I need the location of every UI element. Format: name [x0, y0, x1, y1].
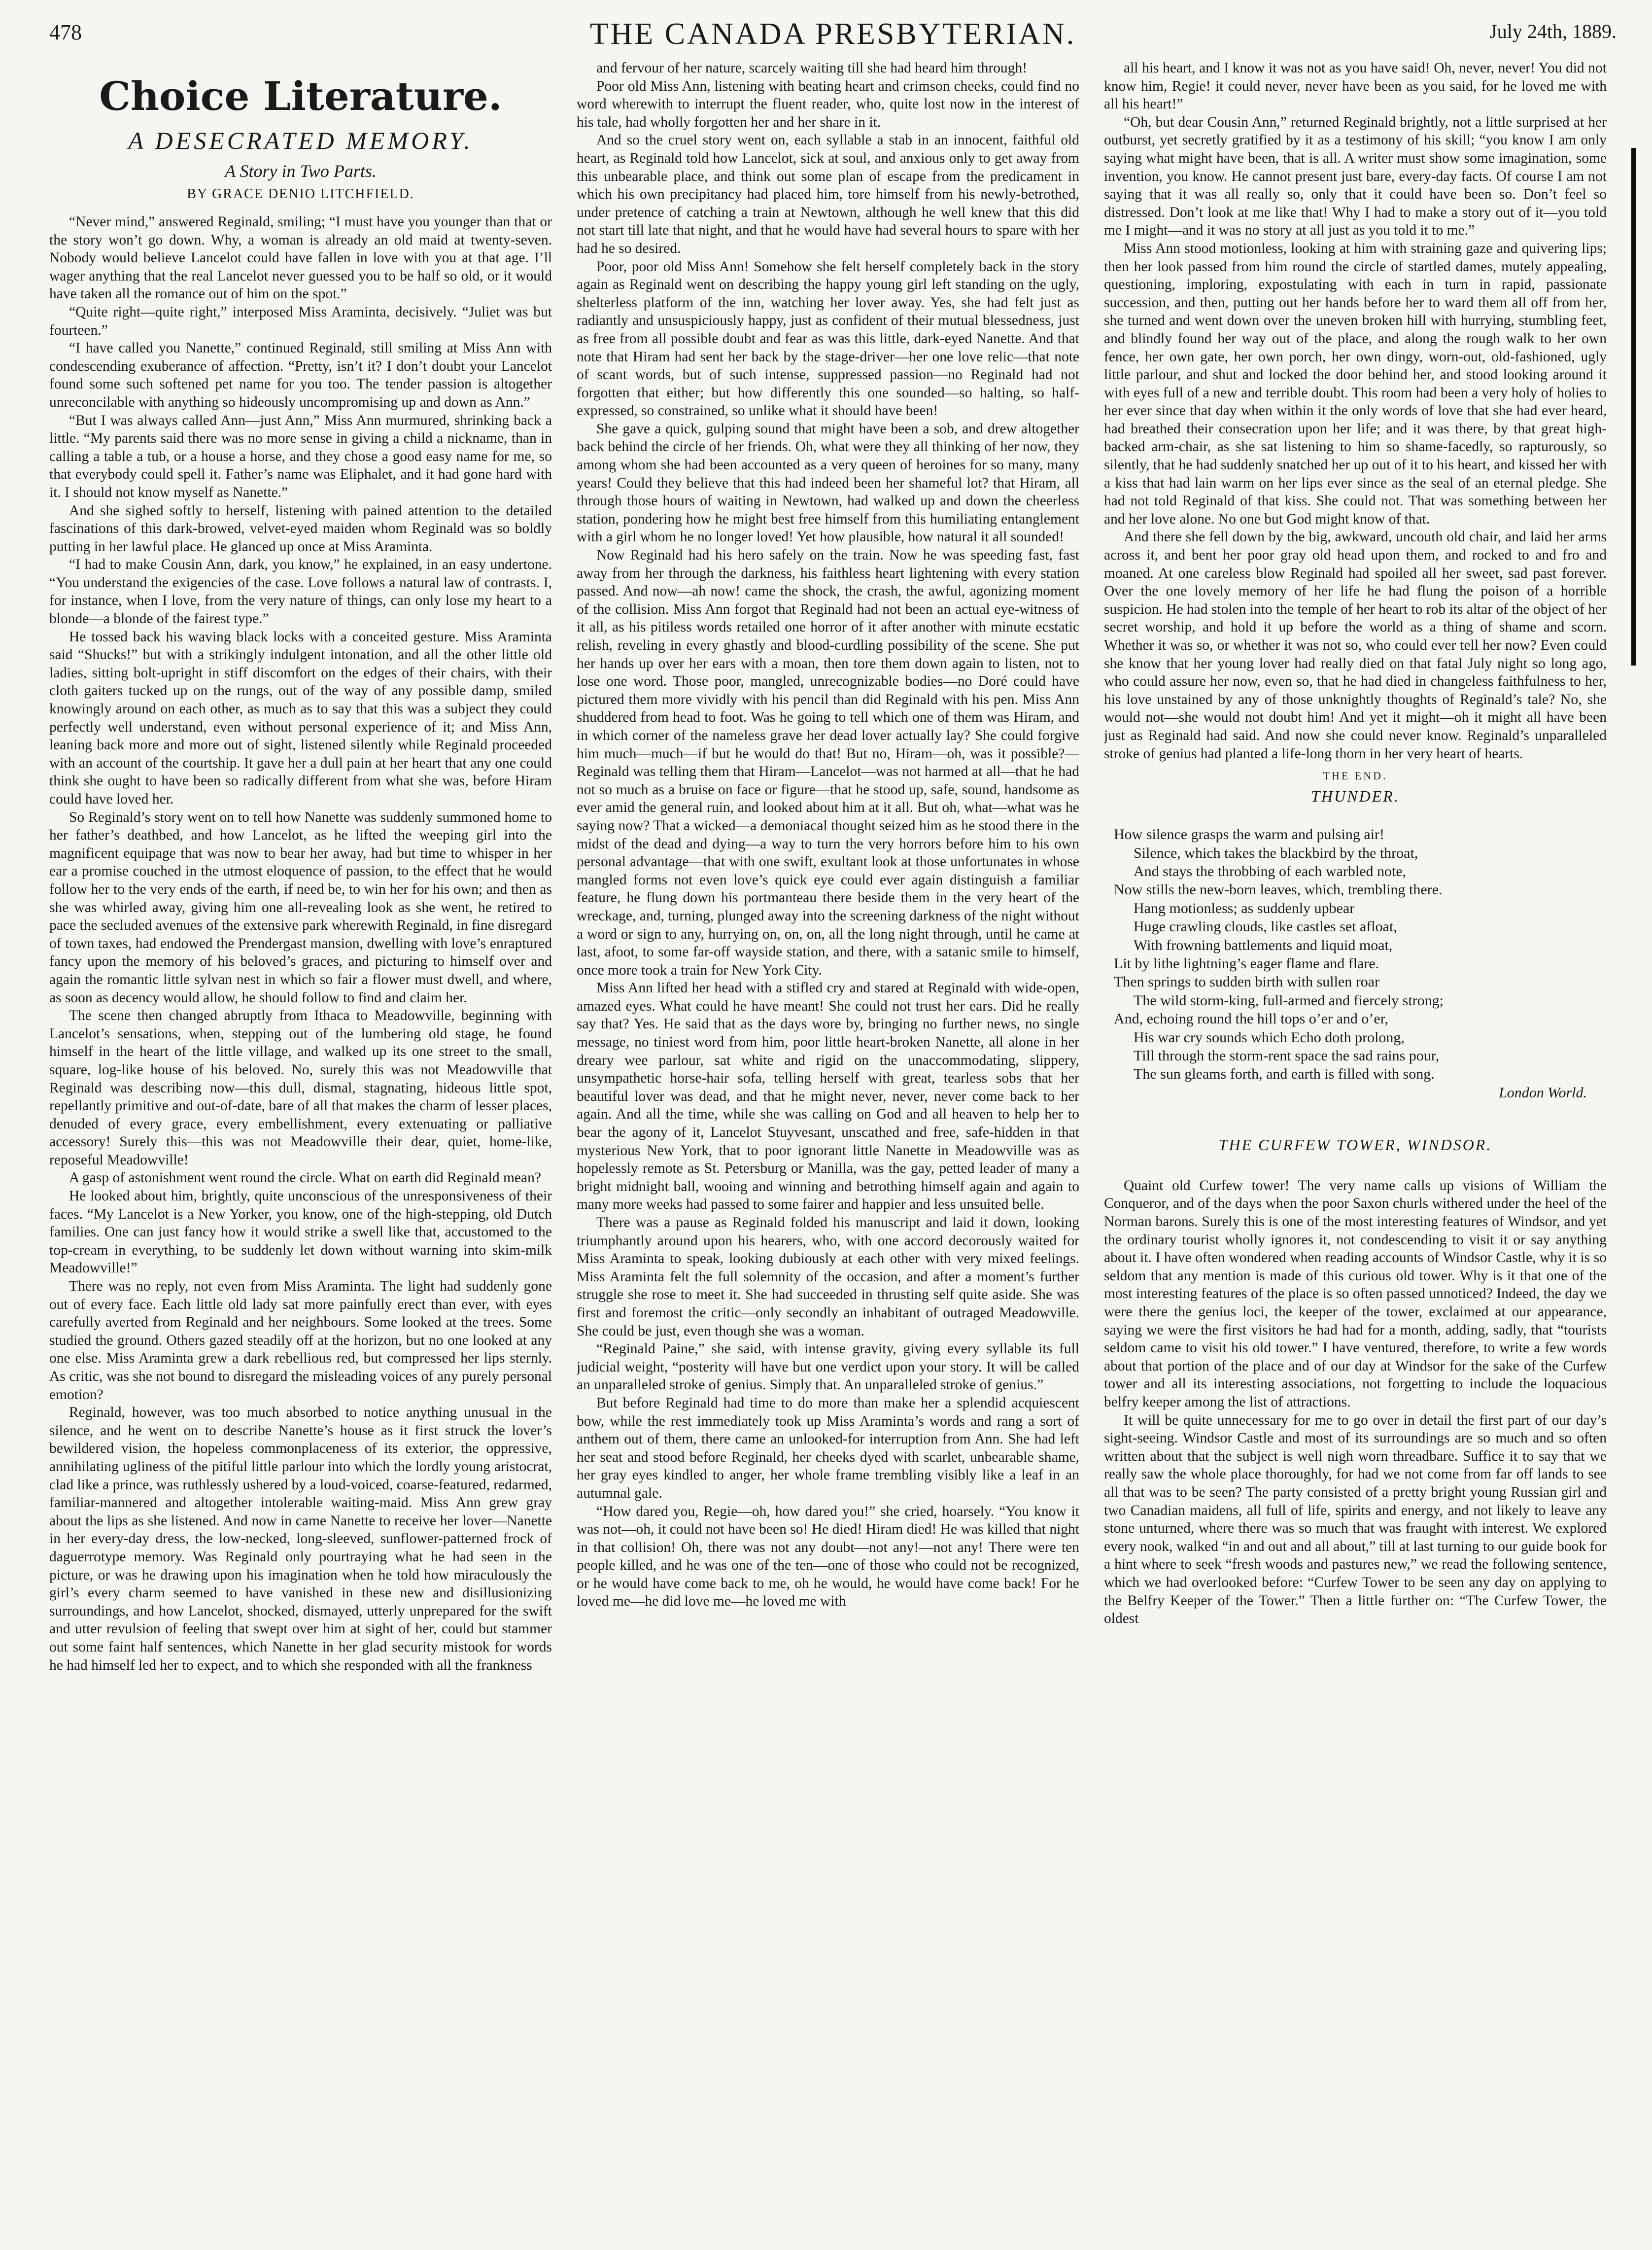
paragraph: “I had to make Cousin Ann, dark, you know,” he explained, in an easy undertone. “You understand the exigencies of the case. Love follows a natural law of contrasts. I, for instance, when I love, from the very nature of things, can only lose my heart to a blonde—a blonde of the fairest type.” [49, 557, 552, 627]
page-header [49, 17, 1617, 64]
paragraph: Quaint old Curfew tower! The very name calls up visions of William the Conqueror, and of the days when the poor Saxon churls withered under the heel of the Norman barons. Surely this is one of the most interesting features of Windsor, and yet the ordinary tourist wholly ignores it, not condescending to visit it or say anything about it. I have often wondered when reading accounts of Windsor Castle, why it is so seldom that any mention is made of this curious old tower. Why is it that one of the most interesting features of the place is so often passed unnoticed? Indeed, the day we were there the genius loci, the keeper of the tower, exclaimed at our appearance, saying we were the first visitors he had had for a month, adding, sadly, that “tourists seldom came to visit his old tower.” I have ventured, therefore, to write a few words about that portion of the place and of our day at Windsor for the sake of the Curfew tower and all its interesting associations, not forgetting to include the loquacious belfry keeper among the list of attractions. [1104, 1177, 1607, 1410]
end-mark: THE END. [1323, 770, 1388, 782]
paragraph: Poor, poor old Miss Ann! Somehow she felt herself completely back in the story again as Reginald went on describing the happy young girl left standing on the ugly, shelterless platform of the inn, watching her lover away. Yes, she had felt just as radiantly and unsuspiciously happy, just as confident of their mutual blessedness, just as free from all possible doubt and fear as was this little, dark-eyed Nanette. And that note that Hiram had sent her back by the stage-driver—her one love relic—that note of scant words, but of such intense, suppressed passion—no Reginald had not forgotten that either; but how differently this one sounded—so halting, so half-expressed, so constrained, so unlike what it should have been! [577, 258, 1079, 419]
paragraph: Reginald, however, was too much absorbed to notice anything unusual in the silence, and he went on to describe Nanette’s house as it first struck the lover’s bewildered vision, the hopeless commonplaceness of its exterior, the oppressive, annihilating ugliness of the pitiful little parlour into which the lordly young aristocrat, clad like a prince, was ruthlessly ushered by a loud-voiced, coarse-featured, redarmed, familiar-mannered and altogether intolerable waiting-maid. Miss Ann grew gray about the lips as she listened. And now in came Nanette to receive her lover—Nanette in her every-day dress, the low-necked, long-sleeved, sunflower-patterned frock of daguerrotype memory. Was Reginald only pourtraying what he had seen in the picture, or was he drawing upon his imagination when he told how miraculously the girl’s every charm seemed to have vanished in these new and disillusionizing surroundings, and how Lancelot, shocked, dismayed, utterly unprepared for the swift and utter revulsion of feeling that swept over him at sight of her, could but stammer out some faint half sentences, which Nanette in her glad security mistook for words he had himself led her to expect, and to which she responded with all the frankness [49, 1405, 552, 1673]
story-subtitle: A Story in Two Parts. [225, 161, 377, 181]
column-3-paragraphs [1104, 59, 1607, 763]
column-1-paragraphs [49, 213, 552, 1674]
poem-line: The wild storm-king, full-armed and fiercely strong; [1134, 992, 1444, 1009]
poem-line: And, echoing round the hill tops o’er and o’er, [1114, 1011, 1388, 1027]
paragraph: A gasp of astonishment went round the circle. What on earth did Reginald mean? [69, 1170, 541, 1186]
poem-line: Huge crawling clouds, like castles set afloat, [1134, 918, 1397, 935]
paragraph: Miss Ann lifted her head with a stifled cry and stared at Reginald with wide-open, amazed eyes. What could he have meant! She could not trust her ears. Did he really say that? Yes. He said that as the days wore by, bringing no further news, no single message, no tiniest word from him, poor little heart-broken Nanette, all alone in her dreary wee parlour, sat white and rigid on the unaccommodating, slippery, unsympathetic horse-hair sofa, telling herself with great, tearless sobs that her beautiful lover was dead, and that he might never, never, never come back to her again. And all the time, while she was calling on God and all heaven to help her to bear the agony of it, Lancelot Stuyvesant, unscathed and free, safe-hidden in that mysterious New York, that to poor ignorant little Nanette in Meadowville was as hopelessly remote as St. Petersburg or Manilla, was the gay, petted leader of many a bright midnight ball, wooing and winning and betrothing himself again and again to many more weeks had passed to some fairer and happier and less unsuited belle. [577, 980, 1079, 1213]
poem-line: Now stills the new-born leaves, which, trembling there. [1114, 881, 1443, 898]
column-3 [1104, 59, 1607, 2218]
issue-date: July 24th, 1889. [1489, 20, 1617, 42]
paragraph: Poor old Miss Ann, listening with beating heart and crimson cheeks, could find no word wherewith to interrupt the fluent reader, who, quite lost now in the interest of his tale, had wholly forgotten her and her share in it. [577, 78, 1079, 130]
poem-line: Till through the storm-rent space the sad rains pour, [1134, 1048, 1440, 1064]
paragraph: “How dared you, Regie—oh, how dared you!” she cried, hoarsely. “You know it was not—oh, it could not have been so! He died! Hiram died! He was killed that night in that collision! Oh, there was not any doubt—not any!—not any! There were ten people killed, and he was one of the ten—one of those who could not be recognized, or he would have come back to me, oh he would, he would have come back! For he loved me—he did love me—he loved me with [577, 1503, 1079, 1610]
paragraph: “I have called you Nanette,” continued Reginald, still smiling at Miss Ann with condescending exuberance of affection. “Pretty, isn’t it? I don’t doubt your Lancelot found some such softened pet name for you too. The tender passion is altogether unreconcilable with anything so hideously uncompromising up and down as Ann.” [49, 340, 552, 410]
paragraph: “Reginald Paine,” she said, with intense gravity, giving every syllable its full judicial weight, “posterity will have but one verdict upon your story. It will be called an unparalleled stroke of genius. Simply that. An unparalleled stroke of genius.” [577, 1341, 1079, 1393]
poem-line: His war cry sounds which Echo doth prolong, [1134, 1029, 1405, 1046]
byline: BY GRACE DENIO LITCHFIELD. [187, 186, 414, 202]
paragraph: Now Reginald had his hero safely on the train. Now he was speeding fast, fast away from her through the darkness, his faithless heart lightening with every station passed. And now—ah now! came the shock, the crash, the awful, agonizing moment of the collision. Miss Ann forgot that Reginald had not been an actual eye-witness of it all, as his pitiless words retailed one horror of it after another with minute ecstatic relish, reveling in every ghastly and blood-curdling possibility of the scene. She put her hands up over her ears with a moan, then tore them down again to listen, not to lose one word. Those poor, mangled, unrecognizable bodies—no Doré could have pictured them more vividly with his pencil than did Reginald with his pen. Miss Ann shuddered from head to foot. Was he going to tell which one of them was Hiram, and in which corner of the nameless grave her dead lover actually lay? She could forgive him much—much—if but he would do that! But no, Hiram—oh, was it possible?—Reginald was telling them that Hiram—Lancelot—was not harmed at all—that he had not so much as a bruise on face or figure—that he stood up, safe, sound, handsome as ever amid the general ruin, and looked about him at it all. But oh, what—what was he saying now? That a wicked—a demoniacal thought seized him as he stood there in the midst of the dead and dying—a way to turn the very horrors before him to his own personal advantage—that with one swift, exultant look at those unfortunates in whose mangled forms not even love’s quick eye could ever again distinguish a familiar feature, he flung down his portmanteau there beside them in the very heart of the wreckage, and, turning, plunged away into the screening darkness of the night without a word or sign to any, hurrying on, on, on, all the long night through, until he came at last, afoot, to some far-off wayside station, and there, with a satanic smile to himself, once more took a train for New York City. [577, 547, 1079, 978]
poem-credit: London World. [1499, 1084, 1587, 1101]
paragraph: “But I was always called Ann—just Ann,” Miss Ann murmured, shrinking back a little. “My parents said there was no more sense in giving a child a nickname, than in calling a table a tub, or a house a horse, and they chose a good easy name for me, so that everybody could spell it. Father’s name was Eliphalet, and it had gone hard with it. I should not know myself as Nanette.” [49, 412, 552, 500]
paragraph: Miss Ann stood motionless, looking at him with straining gaze and quivering lips; then her look passed from him round the circle of startled dames, mutely appealing, questioning, imploring, expostulating with each in turn in rapid, passionate succession, and then, putting out her hands before her to ward them all off from her, she turned and went down over the uneven broken hill with hurrying, stumbling feet, and blindly found her way out of the place, and along the rough walk to her own fence, her own gate, her own porch, her own dingy, worn-out, old-fashioned, ugly little parlour, and shut and locked the door behind her, and stood looking around it with eyes full of a new and terrible doubt. This room had been a very holy of holies to her ever since that day when within it the only words of love that she had ever heard, had breathed their consecration upon her life; and it was there, by that great high-backed arm-chair, as she sat listening to him so shame-facedly, so rapturously, so silently, that he had suddenly snatched her up out of it to his heart, and kissed her with a kiss that had lain warm on her lips ever since as the seal of an eternal pledge. She had not told Reginald of that kiss. She could not. That was something between her and her love alone. No one but God might know of that. [1104, 240, 1607, 527]
poem-line: Lit by lithe lightning’s eager flame and flare. [1114, 955, 1379, 972]
section-title: Choice Literature. [99, 73, 502, 119]
poem-line: How silence grasps the warm and pulsing air! [1114, 826, 1385, 843]
paragraph: She gave a quick, gulping sound that might have been a sob, and drew altogether back behind the circle of her friends. Oh, what were they all thinking of her now, they among whom she had been accounted as a very queen of heroines for so many, many years! Could they believe that this had indeed been her shameful lot? that Hiram, all through those hours of waiting in Newtown, had walked up and down the cheerless station, pondering how he might best free himself from this humiliating entanglement with a girl whom he no longer loved! Yet how plausible, how natural it all sounded! [577, 421, 1079, 545]
poem-line: Silence, which takes the blackbird by the throat, [1134, 844, 1418, 861]
poem-title: THUNDER. [1311, 787, 1400, 806]
paragraph: He tossed back his waving black locks with a conceited gesture. Miss Araminta said “Shucks!” but with a strikingly indulgent intonation, and all the other little old ladies, sitting bolt-upright in stiff discomfort on the edges of their chairs, with their cloth gaiters tucked up on the rungs, out of the way of any possible damp, smiled knowingly around on each other, as much as to say that this was a subject they could perfectly well understand, even without personal experience of it; and Miss Ann, leaning back more and more out of sight, listened silently while Reginald proceeded with an account of the courtship. It gave her a dull pain at her heart that any one could think she ought to have been so radically different from what she was, before Hiram could have loved her. [49, 629, 552, 807]
paragraph: The scene then changed abruptly from Ithaca to Meadowville, beginning with Lancelot’s sensations, when, stepping out of the lumbering old stage, he found himself in the heart of the little village, and walked up its one street to the small, square, log-like house of his beloved. No, surely this was not Meadowville that Reginald was describing now—this dull, dismal, stagnating, hideous little spot, repellantly primitive and out-of-date, bare of all that makes the charm of lesser places, denuded of every grace, every embellishment, every extenuating or palliative accessory! Surely this—this was not Meadowville their dear, quiet, home-like, reposeful Meadowville! [49, 1008, 552, 1168]
poem-line: The sun gleams forth, and earth is filled with song. [1134, 1066, 1435, 1083]
paragraph: He looked about him, brightly, quite unconscious of the unresponsiveness of their faces. “My Lancelot is a New Yorker, you know, one of the high-stepping, old Dutch families. One can just fancy how it would strike a swell like that, accustomed to the top-cream in everything, to be suddenly let down without warning into skim-milk Meadowville!” [49, 1188, 552, 1276]
poem-line: And stays the throbbing of each warbled note, [1134, 863, 1407, 879]
paragraph: “Quite right—quite right,” interposed Miss Araminta, decisively. “Juliet was but fourteen.” [49, 304, 552, 338]
page-number: 478 [49, 20, 82, 44]
newspaper-title: THE CANADA PRESBYTERIAN. [589, 17, 1076, 51]
paragraph: There was no reply, not even from Miss Araminta. The light had suddenly gone out of every face. Each little old lady sat more painfully erect than ever, with eyes carefully averted from Reginald and her neighbours. Some looked at the trees. Some studied the ground. Others gazed steadily off at the horizon, but no one looked at any one else. Miss Araminta grew a dark rebellious red, but compressed her lips sternly. As critic, was she not bound to disregard the misleading voices of any purely personal emotion? [49, 1278, 552, 1403]
story-title: A DESECRATED MEMORY. [128, 127, 473, 154]
paragraph: So Reginald’s story went on to tell how Nanette was suddenly summoned home to her father’s deathbed, and how Lancelot, as he lifted the weeping girl into the magnificent equipage that was now to bear her away, had but time to whisper in her ear a promise couched in the utmost eloquence of passion, to the effect that he would follow her to the very ends of the earth, if need be, to win her for his own; and then as she was whirled away, giving him one all-revealing look as she went, he retired to pace the secluded avenues of the extensive park wherewith Reginald, in fine disregard of town taxes, had endowed the Prendergast mansion, dwelling with love’s enraptured fancy upon the memory of his beloved’s graces, and picturing to himself over and again the romantic little sylvan nest in which so fair a flower must dwell, and where, as soon as decency would allow, he should follow to find and claim her. [49, 809, 552, 1006]
poem-line: Then springs to sudden birth with sullen roar [1114, 974, 1380, 990]
paragraph: And so the cruel story went on, each syllable a stab in an innocent, faithful old heart, as Reginald told how Lancelot, sick at soul, and anxious only to get away from this unbearable place, and think out some plan of escape from the predicament in which his own precipitancy had placed him, tore himself from his newly-betrothed, under pretence of catching a train at Newtown, although he well knew that this did not start till late that night, and that he would have had several hours to spare with her had he so desired. [577, 132, 1079, 256]
paragraph: “Never mind,” answered Reginald, smiling; “I must have you younger than that or the story won’t go down. Why, a woman is already an old maid at twenty-seven. Nobody would believe Lancelot could have fallen in love with you at that age. I’ll wager anything that the real Lancelot never guessed you to be half so old, or it would have taken all the romance out of him on the spot.” [49, 214, 552, 302]
poem [1114, 825, 1607, 1084]
paragraph: And she sighed softly to herself, listening with pained attention to the detailed fascinations of this dark-browed, velvet-eyed maiden whom Reginald was so boldly putting in her lawful place. He glanced up once at Miss Araminta. [49, 502, 552, 555]
poem-line: With frowning battlements and liquid moat, [1134, 937, 1393, 953]
column-2 [577, 59, 1079, 2218]
column-2-paragraphs [577, 59, 1079, 1611]
paragraph: all his heart, and I know it was not as you have said! Oh, never, never! You did not know him, Regie! it could never, never have been as you said, for he loved me with all his heart!” [1104, 60, 1607, 112]
paragraph: and fervour of her nature, scarcely waiting till she had heard him through! [596, 60, 1028, 76]
margin-rule [1631, 148, 1636, 666]
paragraph: “Oh, but dear Cousin Ann,” returned Reginald brightly, not a little surprised at her outburst, yet secretly gratified by it as a testimony of his skill; “you know I am only saying what might have been, that is all. A writer must show some imagination, some invention, you know. He cannot present just bare, every-day facts. Of course I am not saying that it was all really so, only that it could have been so. Don’t feel so distressed. Don’t look at me like that! Why I had to make a story out of it—you told me I might—and it was no story at all just as you told it to me.” [1104, 114, 1607, 239]
paragraph: It will be quite unnecessary for me to go over in detail the first part of our day’s sight-seeing. Windsor Castle and most of its surroundings are so much and so often written about that the subject is well nigh worn threadbare. Suffice it to say that we really saw the whole place thoroughly, for had we not come from far off lands to see all that was to be seen? The party consisted of a pretty bright young Russian girl and two Canadian maidens, all full of life, spirits and energy, and not likely to leave any stone unturned, where there was so much that was fraught with interest. We explored every nook, walked “in and out and all about,” till at last turning to our guide book for a hint where to seek “fresh woods and pastures new,” we read the following sentence, which we had overlooked before: “Curfew Tower to be seen any day on applying to the Belfry Keeper of the Tower.” Then a little further on: “The Curfew Tower, the oldest [1104, 1412, 1607, 1627]
column-1 [49, 59, 552, 2218]
article-title: THE CURFEW TOWER, WINDSOR. [1218, 1135, 1492, 1154]
curfew-paragraphs [1104, 1177, 1607, 1628]
paragraph: And there she fell down by the big, awkward, uncouth old chair, and laid her arms across it, and bent her poor gray old head upon them, and rocked to and fro and moaned. At one careless blow Reginald had spoiled all her sweet, sad past forever. Over the one lovely memory of her life he had flung the poison of a horrible suspicion. He had stolen into the temple of her heart to rob its altar of the object of her secret worship, and hold it up before the world as a thing of shame and scorn. Whether it was so, or whether it was not so, who could ever tell her now? Even could she know that her young lover had really died on that fatal July night so long ago, who could assure her now, even so, that he had died in changeless faithfulness to her, his love unstained by any of those unknightly thoughts of Reginald’s tale? No, she would not—she would not doubt him! And yet it might—oh it might all have been just as Reginald had said. And now she could never know. Reginald’s unparalleled stroke of genius had planted a life-long thorn in her very heart of hearts. [1104, 529, 1607, 762]
paragraph: There was a pause as Reginald folded his manuscript and laid it down, looking triumphantly around upon his hearers, who, with one accord decorously waited for Miss Araminta to speak, looking dubiously at each other with very mixed feelings. Miss Araminta felt the full solemnity of the occasion, and after a moment’s further struggle she rose to meet it. She had succeeded in thrusting self quite aside. She was first and foremost the critic—only secondly an inhabitant of outraged Meadowville. She could be just, even though she was a woman. [577, 1215, 1079, 1339]
poem-line: Hang motionless; as suddenly upbear [1134, 900, 1355, 916]
paragraph: But before Reginald had time to do more than make her a splendid acquiescent bow, while the rest immediately took up Miss Araminta’s words and rang a sort of anthem out of them, there came an unlooked-for interruption from Ann. She had left her seat and stood before Reginald, her cheeks dyed with scarlet, unbearable shame, her gray eyes kindled to anger, her whole frame trembling visibly like a leaf in an autumnal gale. [577, 1395, 1079, 1501]
